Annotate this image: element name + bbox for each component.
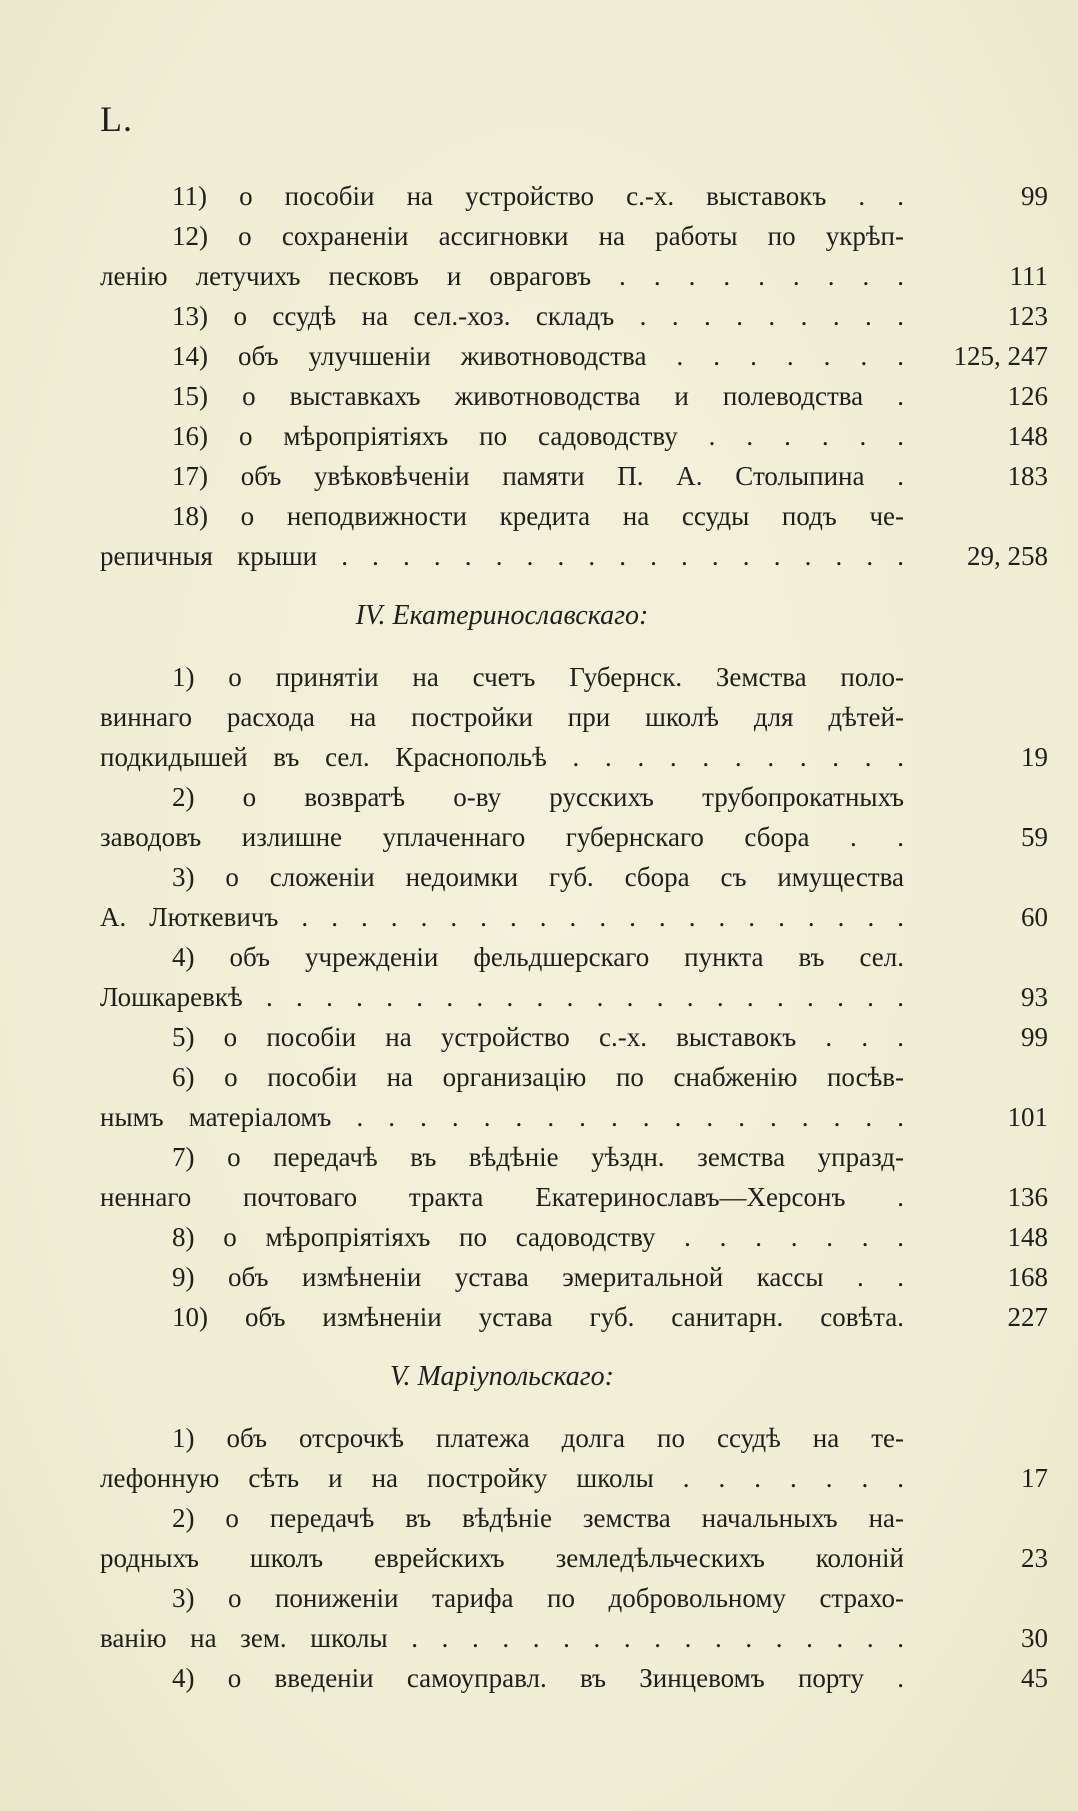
section-heading: IV. Екатеринославскаго: xyxy=(355,600,649,631)
entry-text-line: 8) о мѣропріятіяхъ по садоводству . . . . . . . xyxy=(172,1222,904,1252)
entry-text-line: виннаго расхода на постройки при школѣ для дѣтей- xyxy=(100,702,904,732)
section-heading: V. Маріупольскаго: xyxy=(390,1361,614,1392)
entry-text-line: 1) о принятіи на счетъ Губернск. Земства поло- xyxy=(172,662,904,692)
entry-page-number: 93 xyxy=(1021,982,1048,1012)
index-entry xyxy=(100,1297,1048,1337)
entry-text-line: нымъ матеріаломъ . . . . . . . . . . . . . . . . . . xyxy=(100,1102,904,1132)
entry-text-line: 3) о сложеніи недоимки губ. сбора съ имущества xyxy=(172,862,904,892)
index-entry xyxy=(100,1217,1048,1257)
page-number: L. xyxy=(100,99,133,139)
index-entry xyxy=(100,1578,1048,1658)
entry-page-number: 59 xyxy=(1021,822,1048,852)
entry-text-line: родныхъ школъ еврейскихъ земледѣльческихъ колоній xyxy=(100,1543,904,1573)
entry-page-number: 183 xyxy=(1007,461,1048,491)
entry-text-line: 14) объ улучшеніи животноводства . . . . . . . xyxy=(172,341,904,371)
index-entry xyxy=(100,296,1048,336)
index-entry xyxy=(100,416,1048,456)
entry-text-line: 9) объ измѣненіи устава эмеритальной кассы . . xyxy=(172,1262,904,1292)
index-entry xyxy=(100,777,1048,857)
index-entry xyxy=(100,857,1048,937)
entry-page-number: 99 xyxy=(1021,181,1048,211)
entry-page-number: 168 xyxy=(1007,1262,1048,1292)
index-entry xyxy=(100,176,1048,216)
entry-text-line: 2) о передачѣ въ вѣдѣніе земства начальныхъ на- xyxy=(172,1503,904,1533)
entry-page-number: 148 xyxy=(1007,1222,1048,1252)
entry-text-line: 3) о пониженіи тарифа по добровольному страхо- xyxy=(172,1583,904,1613)
entry-text-line: 11) о пособіи на устройство с.-х. выставокъ . . xyxy=(172,181,904,211)
index-entry xyxy=(100,336,1048,376)
index-entry xyxy=(100,1057,1048,1137)
index-list xyxy=(100,176,1048,1698)
index-entry xyxy=(100,1257,1048,1297)
entry-text-line: 6) о пособіи на организацію по снабженію посѣв- xyxy=(172,1062,904,1092)
entry-text-line: 7) о передачѣ въ вѣдѣніе уѣздн. земства упразд- xyxy=(172,1142,904,1172)
entry-text-line: 5) о пособіи на устройство с.-х. выставокъ . . . xyxy=(172,1022,904,1052)
index-entry xyxy=(100,1017,1048,1057)
entry-text-line: ленію летучихъ песковъ и овраговъ . . . . . . . . . xyxy=(100,261,904,291)
index-entry xyxy=(100,496,1048,576)
entry-text-line: 1) объ отсрочкѣ платежа долга по ссудѣ на те- xyxy=(172,1423,904,1453)
index-entry xyxy=(100,376,1048,416)
entry-page-number: 45 xyxy=(1021,1663,1048,1693)
entry-text-line: 12) о сохраненіи ассигновки на работы по укрѣп- xyxy=(172,221,904,251)
entry-text-line: 15) о выставкахъ животноводства и полеводства . xyxy=(172,381,904,411)
entry-page-number: 123 xyxy=(1007,301,1048,331)
entry-page-number: 17 xyxy=(1021,1463,1048,1493)
entry-text-line: 13) о ссудѣ на сел.-хоз. складъ . . . . . . . . . xyxy=(172,301,904,331)
index-entry xyxy=(100,456,1048,496)
index-entry xyxy=(100,216,1048,296)
entry-page-number: 126 xyxy=(1007,381,1048,411)
entry-text-line: Лошкаревкѣ . . . . . . . . . . . . . . . . . . . . . . xyxy=(100,982,904,1012)
entry-text-line: ванію на зем. школы . . . . . . . . . . . . . . . . . xyxy=(100,1623,904,1653)
entry-page-number: 136 xyxy=(1007,1182,1048,1212)
index-entry xyxy=(100,1498,1048,1578)
entry-text-line: 16) о мѣропріятіяхъ по садоводству . . . . . . xyxy=(172,421,904,451)
entry-page-number: 101 xyxy=(1007,1102,1048,1132)
entry-text-line: репичныя крыши . . . . . . . . . . . . . . . . . . . xyxy=(100,541,904,571)
entry-page-number: 30 xyxy=(1021,1623,1048,1653)
entry-page-number: 99 xyxy=(1021,1022,1048,1052)
entry-page-number: 23 xyxy=(1021,1543,1048,1573)
entry-text-line: 4) объ учрежденіи фельдшерскаго пункта въ сел. xyxy=(172,942,904,972)
entry-text-line: лефонную сѣть и на постройку школы . . . . . . . xyxy=(100,1463,904,1493)
entry-text-line: неннаго почтоваго тракта Екатеринославъ—Херсонъ . xyxy=(100,1182,904,1212)
entry-page-number: 60 xyxy=(1021,902,1048,932)
entry-text-line: 18) о неподвижности кредита на ссуды подъ че- xyxy=(172,501,904,531)
entry-text-line: А. Люткевичъ . . . . . . . . . . . . . . . . . . . . . xyxy=(100,902,904,932)
entry-page-number: 125, 247 xyxy=(953,341,1048,371)
entry-page-number: 148 xyxy=(1007,421,1048,451)
entry-text-line: подкидышей въ сел. Краснопольѣ . . . . . . . . . . . xyxy=(100,742,904,772)
entry-page-number: 19 xyxy=(1021,742,1048,772)
entry-page-number: 111 xyxy=(1009,261,1048,291)
index-entry xyxy=(100,657,1048,777)
entry-text-line: заводовъ излишне уплаченнаго губернскаго сбора . . xyxy=(100,822,904,852)
index-entry xyxy=(100,1658,1048,1698)
entry-text-line: 4) о введеніи самоуправл. въ Зинцевомъ порту . xyxy=(172,1663,904,1693)
index-entry xyxy=(100,1137,1048,1217)
index-entry xyxy=(100,937,1048,1017)
entry-page-number: 29, 258 xyxy=(967,541,1048,571)
index-entry xyxy=(100,1418,1048,1498)
entry-text-line: 17) объ увѣковѣченіи памяти П. А. Столыпина . xyxy=(172,461,904,491)
entry-page-number: 227 xyxy=(1007,1302,1048,1332)
entry-text-line: 2) о возвратѣ о-ву русскихъ трубопрокатныхъ xyxy=(172,782,904,812)
entry-text-line: 10) объ измѣненіи устава губ. санитарн. совѣта. xyxy=(172,1302,904,1332)
